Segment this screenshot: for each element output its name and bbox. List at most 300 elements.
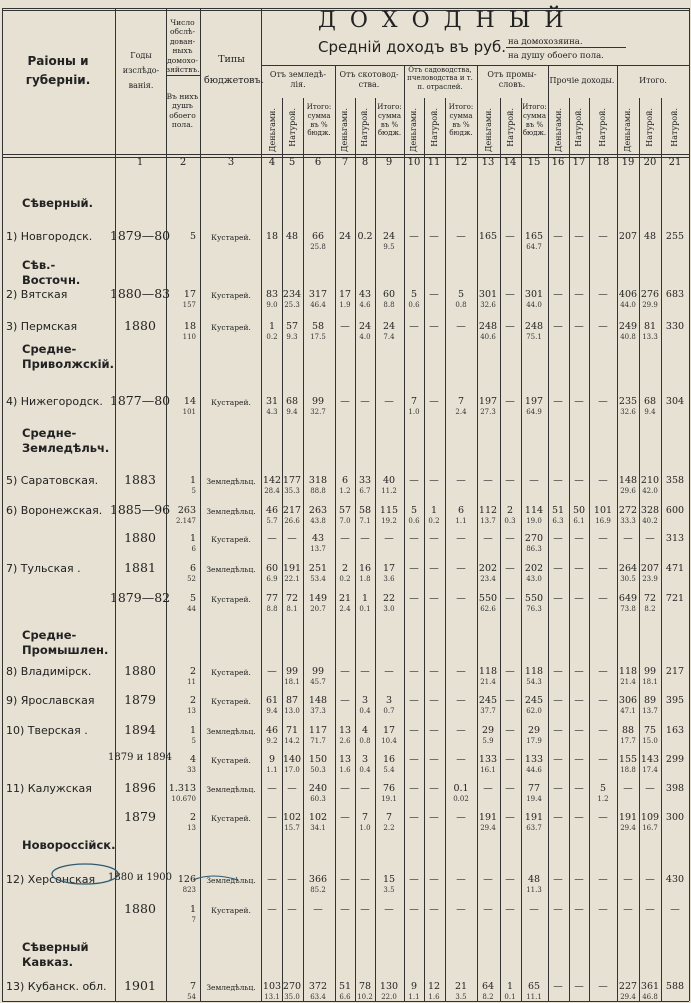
cell-value: — xyxy=(409,593,419,604)
cell-value: — xyxy=(483,783,493,794)
column-number: 21 xyxy=(668,157,682,168)
cell-value: 255 xyxy=(665,231,685,242)
cell-value: — xyxy=(598,812,608,823)
cell-value: 17 xyxy=(382,725,396,736)
cell-value: 114 xyxy=(524,505,544,516)
cell-value: — xyxy=(574,981,584,992)
cell-value: — xyxy=(553,725,563,736)
cell-value: 118 xyxy=(524,666,544,677)
cell-value: 3 xyxy=(385,695,393,706)
cell-percent: 34.1 xyxy=(310,824,326,832)
cell-value: 240 xyxy=(308,783,328,794)
row-type: Земледѣльц. xyxy=(206,565,256,574)
cell-value: 29 xyxy=(481,725,495,736)
cell-percent: 53.4 xyxy=(310,575,326,583)
cell-value: — xyxy=(505,563,515,574)
row-year: 1879 и 1894 xyxy=(108,752,172,763)
cell-value: — xyxy=(529,475,539,486)
cell-value: — xyxy=(574,231,584,242)
cell-value: 58 xyxy=(358,505,372,516)
cell-percent: 6.9 xyxy=(266,575,278,583)
row-count: 17 xyxy=(183,289,196,300)
cell-value: — xyxy=(505,695,515,706)
row-region: 10) Тверская . xyxy=(6,724,88,737)
cell-percent: 54.3 xyxy=(526,678,542,686)
cell-percent: 0.8 xyxy=(359,737,371,745)
row-type: Кустарей. xyxy=(211,697,251,706)
cell-value: — xyxy=(456,231,466,242)
grid-vline xyxy=(303,98,304,1001)
cell-percent: 0.7 xyxy=(383,707,395,715)
sub-header-natur: Натурой. xyxy=(574,108,583,147)
cell-value: — xyxy=(360,783,370,794)
cell-value: 43 xyxy=(358,289,372,300)
cell-percent: 25.8 xyxy=(310,243,326,251)
cell-value: 48 xyxy=(527,874,541,885)
cell-value: 600 xyxy=(665,505,685,516)
cell-percent: 62.6 xyxy=(480,605,496,613)
cell-value: 72 xyxy=(285,593,299,604)
row-type: Земледѣльц. xyxy=(206,983,256,992)
cell-value: — xyxy=(456,475,466,486)
cell-value: 1 xyxy=(430,505,438,516)
cell-percent: 26.6 xyxy=(284,517,300,525)
cell-value: 5 xyxy=(410,289,418,300)
cell-percent: 1.6 xyxy=(428,993,440,1001)
sub-header-sum: Итого: сумма въ % бюдж. xyxy=(448,103,474,138)
cell-value: — xyxy=(429,725,439,736)
cell-percent: 0.2 xyxy=(428,517,440,525)
cell-value: — xyxy=(505,475,515,486)
cell-value: — xyxy=(623,783,633,794)
cell-value: 65 xyxy=(527,981,541,992)
cell-value: 197 xyxy=(524,396,544,407)
cell-value: 328 xyxy=(640,505,660,516)
row-count: 1 xyxy=(189,533,196,544)
cell-value: 150 xyxy=(308,754,328,765)
main-title: ДОХОДНЫЙ xyxy=(318,8,578,33)
cell-percent: 37.3 xyxy=(310,707,326,715)
cell-value: — xyxy=(574,563,584,574)
row-type: Кустарей. xyxy=(211,668,251,677)
cell-value: 3 xyxy=(361,754,369,765)
cell-value: 1 xyxy=(506,981,514,992)
cell-value: — xyxy=(574,812,584,823)
cell-value: — xyxy=(456,725,466,736)
row-souls: 5 xyxy=(191,737,196,745)
cell-percent: 27.3 xyxy=(480,408,496,416)
cell-value: — xyxy=(429,396,439,407)
cell-value: 102 xyxy=(308,812,328,823)
cell-value: 9 xyxy=(410,981,418,992)
column-number: 11 xyxy=(427,157,441,168)
cell-percent: 9.4 xyxy=(266,707,278,715)
cell-value: 7 xyxy=(457,396,465,407)
cell-percent: 1.2 xyxy=(339,487,351,495)
fraction-line xyxy=(506,47,626,48)
grid-hline xyxy=(2,154,689,155)
row-count: 7 xyxy=(189,981,196,992)
cell-percent: 28.4 xyxy=(264,487,280,495)
cell-value: — xyxy=(409,231,419,242)
cell-value: — xyxy=(384,666,394,677)
column-number: 18 xyxy=(596,157,610,168)
cell-value: 207 xyxy=(618,231,638,242)
cell-value: 249 xyxy=(618,321,638,332)
cell-value: 5 xyxy=(457,289,465,300)
cell-value: 202 xyxy=(524,563,544,574)
cell-percent: 29.4 xyxy=(620,824,636,832)
cell-value: 112 xyxy=(478,505,498,516)
cell-value: 149 xyxy=(308,593,328,604)
cell-value: 0.1 xyxy=(453,783,469,794)
row-region: 3) Пермская xyxy=(6,320,78,333)
cell-value: 48 xyxy=(285,231,299,242)
column-number: 14 xyxy=(503,157,517,168)
cell-value: — xyxy=(287,874,297,885)
row-region: 8) Владимірск. xyxy=(6,665,92,678)
cell-value: 101 xyxy=(593,505,613,516)
cell-value: 197 xyxy=(478,396,498,407)
column-number: 8 xyxy=(361,157,369,168)
cell-percent: 64.7 xyxy=(526,243,542,251)
row-year: 1879 xyxy=(124,692,156,707)
cell-value: 210 xyxy=(640,475,660,486)
cell-value: 77 xyxy=(265,593,279,604)
cell-value: 109 xyxy=(640,812,660,823)
cell-percent: 23.9 xyxy=(642,575,658,583)
row-year: 1879—82 xyxy=(109,590,171,605)
row-region: 9) Ярославская xyxy=(6,694,95,707)
row-type: Кустарей. xyxy=(211,398,251,407)
cell-value: — xyxy=(574,725,584,736)
cell-value: — xyxy=(598,475,608,486)
cell-percent: 9.4 xyxy=(286,408,298,416)
cell-percent: 0.8 xyxy=(455,301,467,309)
cell-value: 9 xyxy=(268,754,276,765)
cell-value: 165 xyxy=(524,231,544,242)
cell-value: 76 xyxy=(382,783,396,794)
cell-percent: 85.2 xyxy=(310,886,326,894)
cell-value: 18 xyxy=(265,231,279,242)
cell-value: — xyxy=(505,812,515,823)
group-agri: Отъ земледѣ-лія. xyxy=(269,70,327,89)
cell-value: — xyxy=(553,321,563,332)
cell-percent: 4.6 xyxy=(359,301,371,309)
row-souls: 13 xyxy=(187,707,196,715)
grid-vline xyxy=(355,98,356,1001)
cell-value: 99 xyxy=(311,396,325,407)
cell-value: — xyxy=(598,725,608,736)
cell-value: — xyxy=(409,812,419,823)
cell-value: — xyxy=(267,666,277,677)
row-type: Кустарей. xyxy=(211,535,251,544)
cell-percent: 0.1 xyxy=(504,993,516,1001)
cell-value: 7 xyxy=(361,812,369,823)
row-souls: 33 xyxy=(187,766,196,774)
cell-value: — xyxy=(574,475,584,486)
cell-percent: 42.0 xyxy=(642,487,658,495)
cell-value: 89 xyxy=(643,695,657,706)
cell-percent: 15.0 xyxy=(642,737,658,745)
col-count-header: Число обслѣ-дован-ныхъ домохо-зяйствъ. xyxy=(166,18,200,74)
cell-value: 155 xyxy=(618,754,638,765)
cell-value: — xyxy=(574,783,584,794)
cell-percent: 43.8 xyxy=(310,517,326,525)
row-region: 11) Калужская xyxy=(6,782,92,795)
cell-value: 191 xyxy=(478,812,498,823)
column-number: 2 xyxy=(179,157,187,168)
group-cattle: Отъ скотовод-ства. xyxy=(339,70,399,89)
cell-value: — xyxy=(340,695,350,706)
row-souls: 44 xyxy=(187,605,196,613)
cell-percent: 44.0 xyxy=(526,301,542,309)
cell-value: 130 xyxy=(379,981,399,992)
cell-value: 398 xyxy=(665,783,685,794)
col-souls-header: Въ нихъ душъ обоего пола. xyxy=(166,92,199,130)
grid-vline xyxy=(617,65,618,1001)
cell-percent: 32.7 xyxy=(310,408,326,416)
row-souls: 157 xyxy=(182,301,196,309)
cell-value: 142 xyxy=(262,475,282,486)
cell-value: 0.2 xyxy=(357,231,373,242)
cell-value: 248 xyxy=(524,321,544,332)
cell-percent: 16.7 xyxy=(642,824,658,832)
row-count: 1 xyxy=(189,904,196,915)
cell-percent: 22.1 xyxy=(284,575,300,583)
cell-value: — xyxy=(456,533,466,544)
cell-value: 3 xyxy=(361,695,369,706)
cell-value: — xyxy=(553,666,563,677)
row-year: 1881 xyxy=(124,560,156,575)
row-year: 1879—80 xyxy=(109,228,171,243)
cell-value: 2 xyxy=(506,505,514,516)
row-count: 18 xyxy=(183,321,196,332)
cell-value: 60 xyxy=(382,289,396,300)
sub-header-natur: Натурой. xyxy=(360,108,369,147)
cell-value: — xyxy=(505,874,515,885)
cell-value: — xyxy=(623,533,633,544)
grid-vline xyxy=(500,98,501,1001)
cell-value: — xyxy=(598,231,608,242)
cell-value: — xyxy=(505,783,515,794)
grid-vline xyxy=(424,98,425,1001)
cell-percent: 75.1 xyxy=(526,333,542,341)
cell-value: 115 xyxy=(379,505,399,516)
cell-value: 13 xyxy=(338,754,352,765)
cell-percent: 44.0 xyxy=(620,301,636,309)
cell-value: — xyxy=(429,563,439,574)
row-type: Земледѣльц. xyxy=(206,876,256,885)
cell-value: — xyxy=(505,231,515,242)
cell-value: — xyxy=(429,754,439,765)
cell-percent: 71.7 xyxy=(310,737,326,745)
section-heading: Новороссійск. xyxy=(22,838,116,852)
cell-value: 245 xyxy=(478,695,498,706)
cell-percent: 17.7 xyxy=(620,737,636,745)
sub-header-natur: Натурой. xyxy=(598,108,607,147)
row-year: 1880 xyxy=(124,530,156,545)
cell-value: — xyxy=(456,593,466,604)
cell-percent: 33.3 xyxy=(620,517,636,525)
cell-percent: 1.9 xyxy=(339,301,351,309)
cell-value: 87 xyxy=(285,695,299,706)
cell-percent: 0.1 xyxy=(359,605,371,613)
cell-value: 31 xyxy=(265,396,279,407)
row-region: 2) Вятская xyxy=(6,288,68,301)
cell-percent: 60.3 xyxy=(310,795,326,803)
cell-value: 191 xyxy=(524,812,544,823)
cell-value: 264 xyxy=(618,563,638,574)
cell-value: 248 xyxy=(478,321,498,332)
cell-value: 4 xyxy=(361,725,369,736)
cell-value: — xyxy=(598,981,608,992)
row-region: 1) Новгородск. xyxy=(6,230,93,243)
cell-value: — xyxy=(645,783,655,794)
cell-value: 430 xyxy=(665,874,685,885)
cell-value: 117 xyxy=(308,725,328,736)
cell-value: 21 xyxy=(454,981,468,992)
cell-value: — xyxy=(574,321,584,332)
row-type: Земледѣльц. xyxy=(206,785,256,794)
cell-value: 272 xyxy=(618,505,638,516)
cell-value: — xyxy=(553,231,563,242)
cell-value: 2 xyxy=(341,563,349,574)
cell-value: 550 xyxy=(524,593,544,604)
cell-percent: 10.4 xyxy=(381,737,397,745)
cell-percent: 63.7 xyxy=(526,824,542,832)
cell-percent: 8.8 xyxy=(383,301,395,309)
cell-value: — xyxy=(409,874,419,885)
cell-value: — xyxy=(598,904,608,915)
col-types-header: Типы бюджетовъ. xyxy=(204,54,264,86)
cell-value: — xyxy=(623,904,633,915)
cell-percent: 2.4 xyxy=(339,605,351,613)
cell-percent: 21.4 xyxy=(480,678,496,686)
row-souls: 10.670 xyxy=(171,795,196,803)
cell-value: — xyxy=(553,563,563,574)
cell-value: 24 xyxy=(382,321,396,332)
cell-value: — xyxy=(598,321,608,332)
cell-percent: 8.8 xyxy=(266,605,278,613)
row-count: 5 xyxy=(189,593,196,604)
cell-value: 148 xyxy=(308,695,328,706)
row-type: Кустарей. xyxy=(211,595,251,604)
cell-value: 43 xyxy=(311,533,325,544)
cell-value: 17 xyxy=(382,563,396,574)
cell-value: 6 xyxy=(457,505,465,516)
cell-percent: 5.7 xyxy=(266,517,278,525)
row-region: 7) Тульская . xyxy=(6,562,81,575)
group-total: Итого. xyxy=(639,76,667,85)
cell-value: 68 xyxy=(643,396,657,407)
column-number: 7 xyxy=(341,157,349,168)
cell-percent: 17.4 xyxy=(642,766,658,774)
cell-value: — xyxy=(645,904,655,915)
cell-value: — xyxy=(574,533,584,544)
cell-value: 330 xyxy=(665,321,685,332)
cell-value: 24 xyxy=(358,321,372,332)
cell-value: 75 xyxy=(643,725,657,736)
group-craft: Отъ промы-словъ. xyxy=(487,70,537,89)
cell-percent: 13.7 xyxy=(310,545,326,553)
cell-value: 15 xyxy=(382,874,396,885)
grid-hline xyxy=(2,1001,689,1002)
cell-percent: 19.0 xyxy=(526,517,542,525)
cell-percent: 19.2 xyxy=(381,517,397,525)
cell-value: — xyxy=(553,754,563,765)
row-region: 6) Воронежская. xyxy=(6,504,103,517)
cell-value: — xyxy=(505,904,515,915)
row-count: 126 xyxy=(177,874,196,885)
cell-value: 649 xyxy=(618,593,638,604)
cell-percent: 1.0 xyxy=(359,824,371,832)
cell-value: — xyxy=(553,396,563,407)
cell-percent: 20.7 xyxy=(310,605,326,613)
cell-value: 227 xyxy=(618,981,638,992)
cell-value: — xyxy=(409,904,419,915)
cell-percent: 46.8 xyxy=(642,993,658,1001)
cell-value: 245 xyxy=(524,695,544,706)
cell-percent: 3.6 xyxy=(383,575,395,583)
cell-value: — xyxy=(483,874,493,885)
cell-value: — xyxy=(429,533,439,544)
cell-percent: 86.3 xyxy=(526,545,542,553)
cell-value: — xyxy=(553,533,563,544)
row-souls: 52 xyxy=(187,575,196,583)
cell-percent: 13.0 xyxy=(284,707,300,715)
cell-value: 58 xyxy=(311,321,325,332)
cell-value: — xyxy=(456,754,466,765)
cell-value: — xyxy=(267,533,277,544)
cell-value: 99 xyxy=(643,666,657,677)
cell-value: 1 xyxy=(268,321,276,332)
cell-percent: 11.1 xyxy=(526,993,542,1001)
row-type: Кустарей. xyxy=(211,291,251,300)
row-type: Кустарей. xyxy=(211,233,251,242)
cell-percent: 5.9 xyxy=(482,737,494,745)
cell-value: 60 xyxy=(265,563,279,574)
grid-vline xyxy=(569,98,570,1001)
cell-value: 301 xyxy=(478,289,498,300)
cell-value: — xyxy=(645,874,655,885)
cell-percent: 4.3 xyxy=(266,408,278,416)
cell-percent: 11.3 xyxy=(526,886,542,894)
cell-value: 395 xyxy=(665,695,685,706)
cell-value: — xyxy=(360,666,370,677)
cell-percent: 17.0 xyxy=(284,766,300,774)
sub-header-sum: Итого: сумма въ % бюдж. xyxy=(522,103,547,138)
cell-percent: 29.6 xyxy=(620,487,636,495)
cell-percent: 8.1 xyxy=(286,605,298,613)
cell-percent: 5.4 xyxy=(383,766,395,774)
cell-value: 103 xyxy=(262,981,282,992)
cell-value: 71 xyxy=(285,725,299,736)
sub-header-money: Деньгами. xyxy=(553,108,563,152)
cell-percent: 0.4 xyxy=(359,766,371,774)
cell-value: 165 xyxy=(478,231,498,242)
cell-value: — xyxy=(409,725,419,736)
cell-percent: 6.7 xyxy=(359,487,371,495)
cell-value: — xyxy=(598,754,608,765)
cell-value: — xyxy=(409,533,419,544)
cell-value: 234 xyxy=(282,289,302,300)
cell-value: 51 xyxy=(551,505,565,516)
cell-value: 16 xyxy=(382,754,396,765)
cell-value: — xyxy=(429,783,439,794)
cell-value: — xyxy=(409,695,419,706)
cell-value: — xyxy=(409,321,419,332)
